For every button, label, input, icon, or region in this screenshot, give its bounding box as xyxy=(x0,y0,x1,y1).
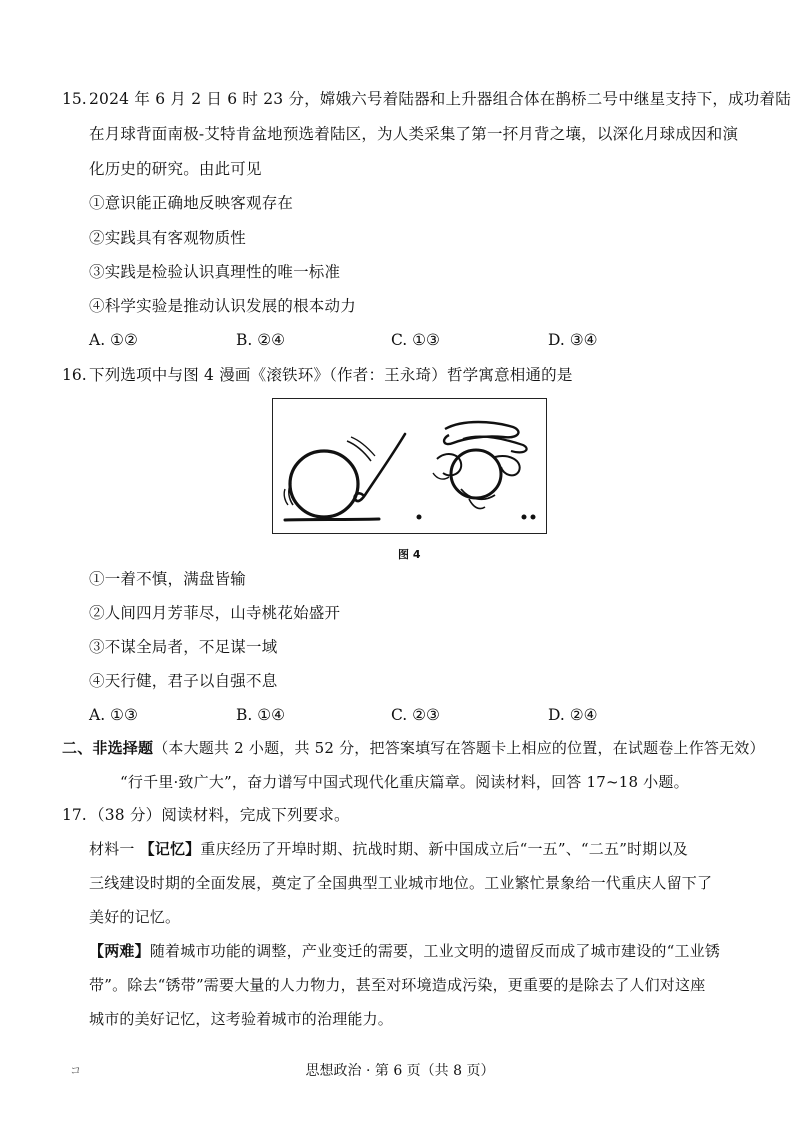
motion-line-2 xyxy=(284,489,288,505)
tangled-loop-1 xyxy=(437,454,461,475)
dot-single xyxy=(417,515,422,520)
q17-number: 17. xyxy=(62,806,87,824)
memory-text-3: 美好的记忆。 xyxy=(89,908,181,926)
q15-statement-1: ①意识能正确地反映客观存在 xyxy=(89,194,294,212)
left-hoop xyxy=(290,451,358,517)
corner-mark: コ xyxy=(70,1064,81,1077)
dilemma-text-2: 带”。除去“锈带”需要大量的人力物力，甚至对环境造成污染，更重要的是除去了人们对这座 xyxy=(89,976,706,994)
stick-motion-2 xyxy=(351,437,375,456)
q15-statement-4: ④科学实验是推动认识发展的根本动力 xyxy=(89,297,356,315)
section-2-note: （本大题共 2 小题，共 52 分，把答案填写在答题卡上相应的位置，在试题卷上作答无效） xyxy=(153,739,765,757)
dilemma-tag: 【两难】 xyxy=(89,942,150,960)
figure-4-caption: 图 4 xyxy=(398,548,421,561)
q16-number: 16. xyxy=(62,366,87,384)
q16-statement-2: ②人间四月芳菲尽，山寺桃花始盛开 xyxy=(89,604,341,622)
q15-option-d[interactable]: D. ③④ xyxy=(548,331,598,349)
hoop-rolling-illustration xyxy=(273,399,545,532)
page-footer: 思想政治 · 第 6 页（共 8 页） xyxy=(305,1063,495,1079)
q15-option-a[interactable]: A. ①② xyxy=(89,331,138,349)
q16-option-a[interactable]: A. ①③ xyxy=(89,706,138,724)
dot-double-2 xyxy=(531,515,536,520)
q16-option-c[interactable]: C. ②③ xyxy=(391,706,440,724)
material-1-label: 材料一 xyxy=(89,840,135,858)
q15-number: 15. xyxy=(62,90,87,108)
q15-stem-line-2: 在月球背面南极-艾特肯盆地预选着陆区，为人类采集了第一抔月背之壤，以深化月球成因和演 xyxy=(89,125,739,143)
q15-stem-line-3: 化历史的研究。由此可见 xyxy=(89,160,262,178)
q15-statement-3: ③实践是检验认识真理性的唯一标准 xyxy=(89,263,341,281)
section-2-heading: 二、非选择题 xyxy=(62,739,154,757)
q15-option-b[interactable]: B. ②④ xyxy=(236,331,286,349)
ground-line xyxy=(285,519,379,520)
q17-stem: （38 分）阅读材料，完成下列要求。 xyxy=(89,806,350,824)
section-2-header xyxy=(62,741,765,756)
figure-4-cartoon xyxy=(272,398,547,534)
q16-option-d[interactable]: D. ②④ xyxy=(548,706,598,724)
q16-statement-3: ③不谋全局者，不足谋一域 xyxy=(89,638,278,656)
q17-material-1-line-1 xyxy=(89,842,688,857)
q16-statement-4: ④天行健，君子以自强不息 xyxy=(89,672,278,690)
memory-text-2: 三线建设时期的全面发展，奠定了全国典型工业城市地位。工业繁忙景象给一代重庆人留下了 xyxy=(89,874,713,892)
q15-options xyxy=(89,333,729,353)
stick-motion-1 xyxy=(347,441,371,461)
q17-dilemma-line-1 xyxy=(89,944,720,959)
memory-text-1: 重庆经历了开埠时期、抗战时期、新中国成立后“一五”、“二五”时期以及 xyxy=(200,840,688,858)
q16-options xyxy=(89,708,729,728)
dot-double-1 xyxy=(522,515,527,520)
section-2-intro: “行千里·致广大”，奋力谱写中国式现代化重庆篇章。阅读材料，回答 17~18 小题。 xyxy=(120,773,689,791)
dilemma-text-3: 城市的美好记忆，这考验着城市的治理能力。 xyxy=(89,1010,394,1028)
dilemma-text-1: 随着城市功能的调整，产业变迁的需要，工业文明的遗留反而成了城市建设的“工业锈 xyxy=(149,942,721,960)
q15-option-c[interactable]: C. ①③ xyxy=(391,331,440,349)
q15-stem-line-1: 2024 年 6 月 2 日 6 时 23 分，嫦娥六号着陆器和上升器组合体在鹊桥二号中继星支持下，成功着陆 xyxy=(89,90,791,108)
q16-statement-1: ①一着不慎，满盘皆输 xyxy=(89,570,247,588)
memory-tag: 【记忆】 xyxy=(139,840,201,858)
q16-option-b[interactable]: B. ①④ xyxy=(236,706,286,724)
tangled-loop-4 xyxy=(469,499,485,509)
q15-statement-2: ②实践具有客观物质性 xyxy=(89,229,247,247)
q16-stem: 下列选项中与图 4 漫画《滚铁环》（作者：王永琦）哲学寓意相通的是 xyxy=(89,366,573,384)
